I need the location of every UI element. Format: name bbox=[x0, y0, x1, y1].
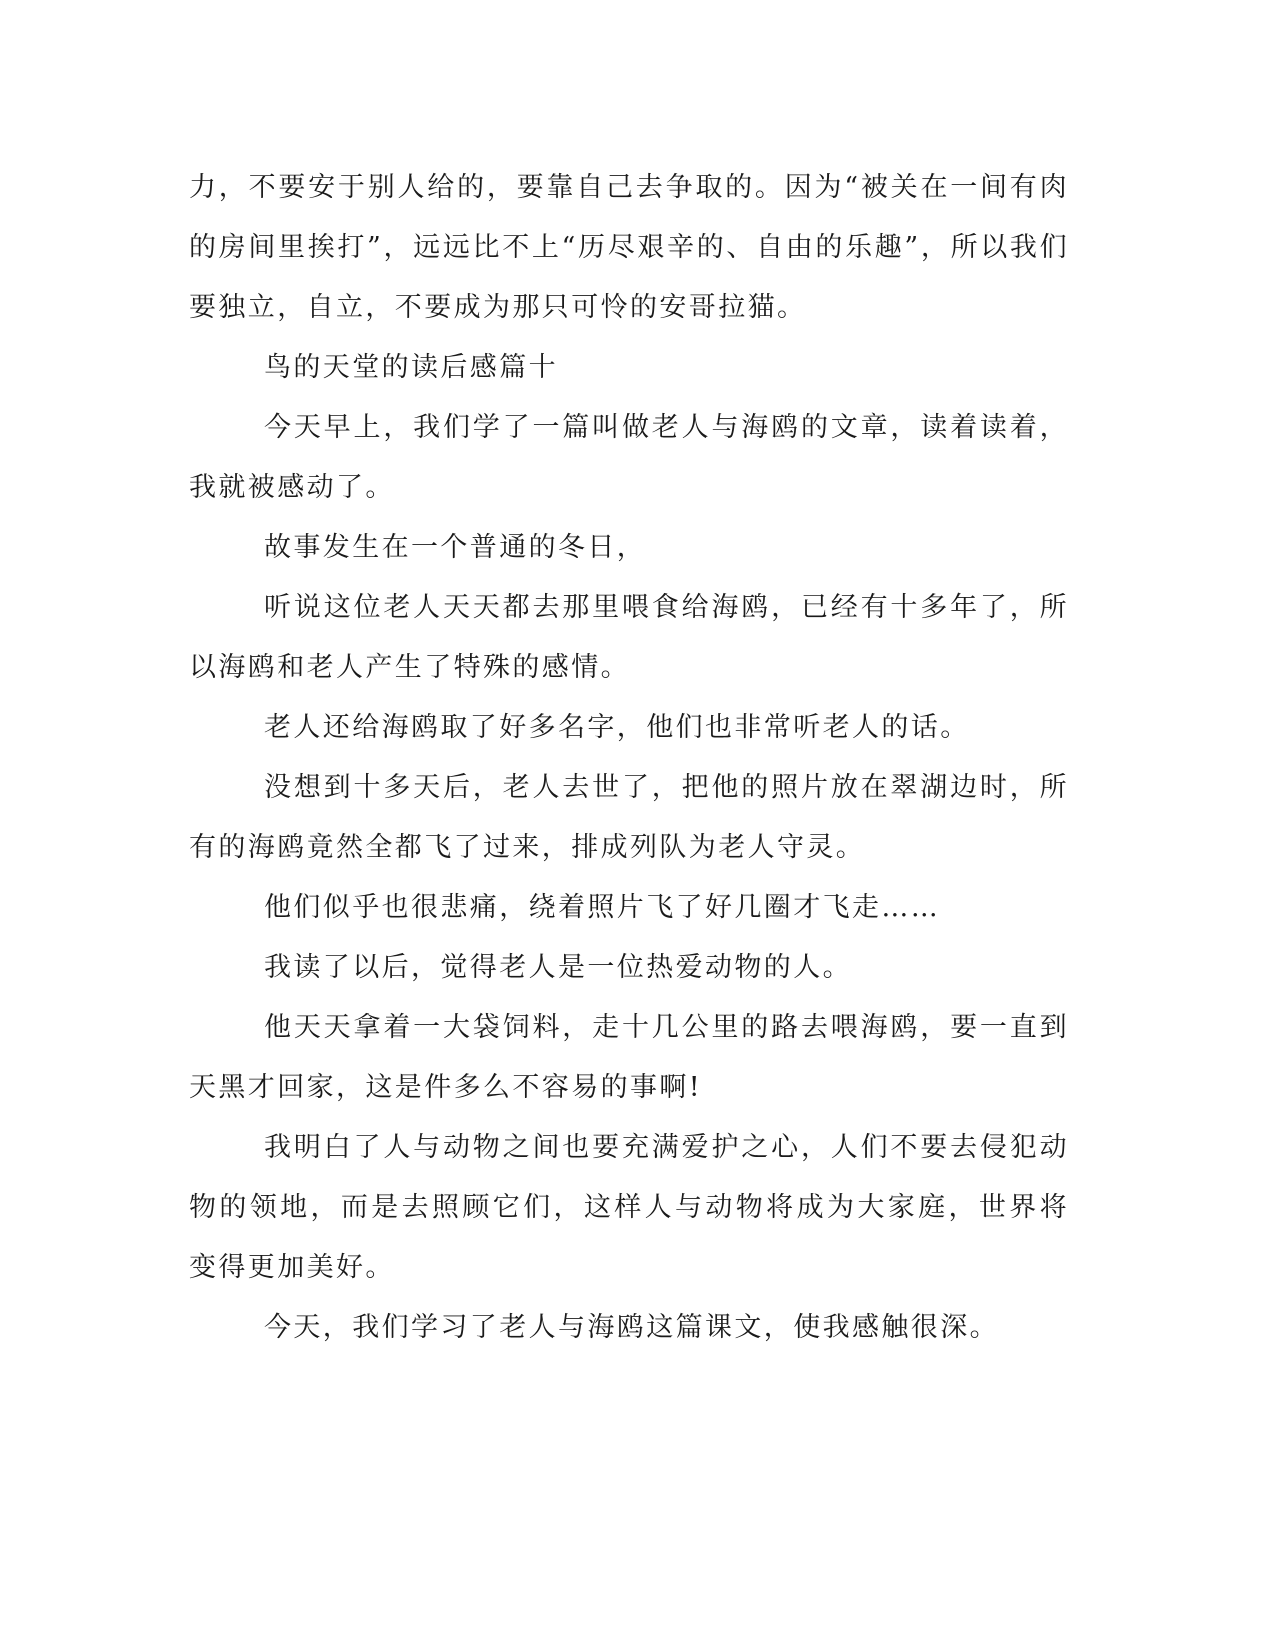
section-heading: 鸟的天堂的读后感篇十 bbox=[264, 352, 558, 383]
paragraph: 没想到十多天后，老人去世了，把他的照片放在翠湖边时，所有的海鸥竟然全都飞了过来，排成列队为老人守灵。 bbox=[189, 772, 1069, 863]
paragraph: 今天早上，我们学了一篇叫做老人与海鸥的文章，读着读着，我就被感动了。 bbox=[189, 412, 1069, 503]
paragraph: 我明白了人与动物之间也要充满爱护之心，人们不要去侵犯动物的领地，而是去照顾它们，这样人与动物将成为大家庭，世界将变得更加美好。 bbox=[189, 1132, 1069, 1283]
paragraph: 我读了以后，觉得老人是一位热爱动物的人。 bbox=[264, 952, 852, 983]
paragraph: 力，不要安于别人给的，要靠自己去争取的。因为“被关在一间有肉的房间里挨打”，远远比不上“历尽艰辛的、自由的乐趣”，所以我们要独立，自立，不要成为那只可怜的安哥拉猫。 bbox=[189, 172, 1069, 323]
paragraph: 听说这位老人天天都去那里喂食给海鸥，已经有十多年了，所以海鸥和老人产生了特殊的感情。 bbox=[189, 592, 1069, 683]
paragraph: 故事发生在一个普通的冬日， bbox=[264, 532, 647, 563]
paragraph: 他天天拿着一大袋饲料，走十几公里的路去喂海鸥，要一直到天黑才回家，这是件多么不容易的事啊! bbox=[189, 1012, 1069, 1103]
paragraph: 老人还给海鸥取了好多名字，他们也非常听老人的话。 bbox=[264, 712, 970, 743]
document-body bbox=[189, 158, 1069, 1358]
paragraph: 今天，我们学习了老人与海鸥这篇课文，使我感触很深。 bbox=[264, 1312, 999, 1343]
paragraph: 他们似乎也很悲痛，绕着照片飞了好几圈才飞走…… bbox=[264, 892, 941, 923]
